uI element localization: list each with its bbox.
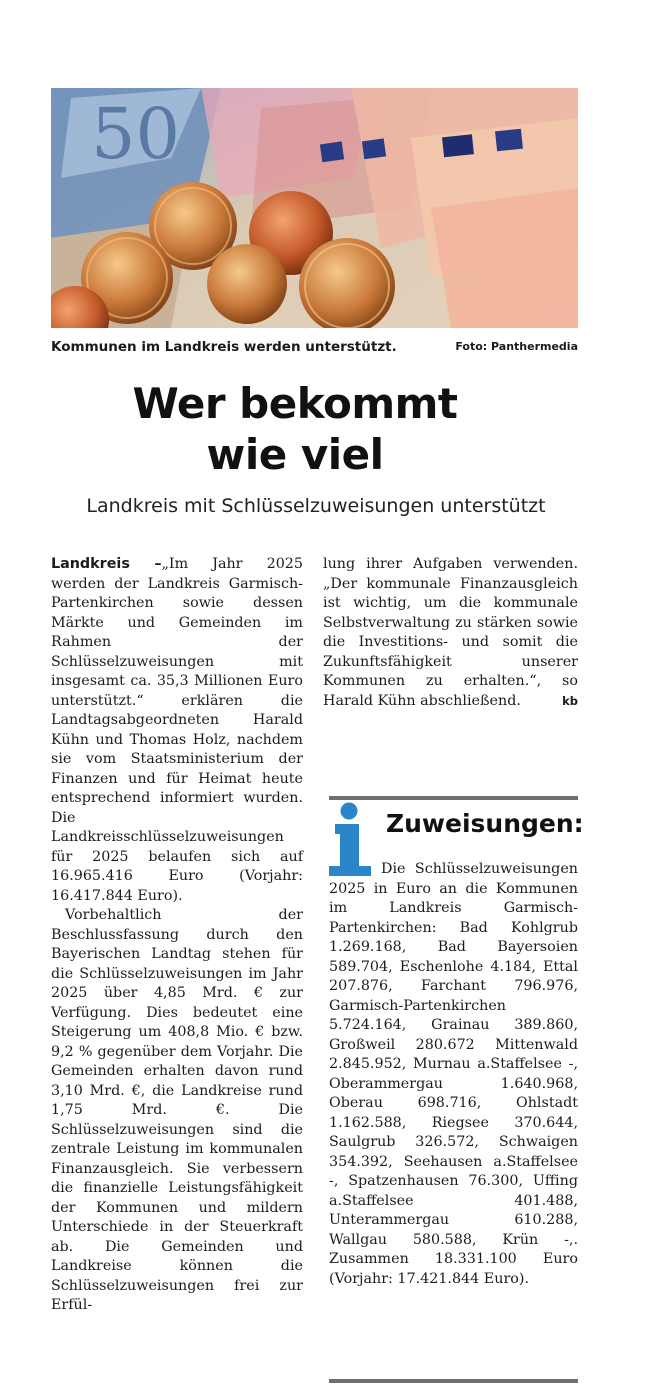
article-paragraph-2: Vorbehaltlich der Beschlussfassung durch den Bayerischen Landtag stehen für die Schlüsselzuweisungen im Jahr 2025 über 4,85 Mrd. € zur Verfügung. Dies bedeutet eine Steigerung um 408,8 Mio. € bzw. 9,2 % gegenüber dem Vorjahr. Die Gemeinden erhalten davon rund 3,10 Mrd. €, die Landkreise rund 1,75 Mrd. €. Die Schlüsselzuweisungen sind die zentrale Leistung im kommunalen Finanzausgleich. Sie verbessern die finanzielle Leistungsfähigkeit der Kommunen und mildern Unterschiede in der Steuerkraft ab. Die Gemeinden und Landkreise können die Schlüsselzuweisungen frei zur Erfül- xyxy=(51,907,303,1313)
caption-text: Kommunen im Landkreis werden unterstützt. xyxy=(51,339,397,355)
svg-text:50: 50 xyxy=(91,93,181,175)
headline-line-1: Wer bekommt xyxy=(132,379,458,428)
photo-caption xyxy=(51,339,578,357)
article-paragraph-1-text: „Im Jahr 2025 werden der Landkreis Garmisch-Partenkirchen sowie dessen Märkte und Gemeinden im Rahmen der Schlüsselzuweisungen mit insgesamt ca. 35,3 Millionen Euro unterstützt.“ erklären die Landtagsabgeordneten Harald Kühn und Thomas Holz, nachdem sie vom Staatsministerium der Finanzen und für Heimat heute entsprechend informiert wurden. Die Landkreisschlüsselzuweisungen für 2025 belaufen sich auf 16.965.416 Euro (Vorjahr: 16.417.844 Euro). xyxy=(51,556,303,904)
article-dateline: Landkreis – xyxy=(51,556,162,572)
info-box-top-rule xyxy=(329,796,578,800)
headline xyxy=(60,378,530,480)
info-box-body-text: Die Schlüsselzuweisungen 2025 in Euro an die Kommunen im Landkreis Garmisch-Partenkirchen: Bad Kohlgrub 1.269.168, Bad Bayersoien 589.704, Eschenlohe 4.184, Ettal 207.876, Farchant 796.976, Garmisch-Partenkirchen 5.724.164, Grainau 389.860, Großweil 280.672 Mittenwald 2.845.952, Murnau a.Staffelsee -, Oberammergau 1.640.968, Oberau 698.716, Ohlstadt 1.162.588, Riegsee 370.644, Saulgrub 326.572, Schwaigen 354.392, Seehausen a.Staffelsee -, Spatzenhausen 76.300, Uffing a.Staffelsee 401.488, Unterammergau 610.288, Wallgau 580.588, Krün -,. Zusammen 18.331.100 Euro (Vorjahr: 17.421.844 Euro). xyxy=(329,861,578,1287)
article-paragraph-2-continued-text: lung ihrer Aufgaben verwenden. „Der kommunale Finanzausgleich ist wichtig, um die kommunale Selbstverwaltung zu stärken sowie die Investitions- und somit die Zukunftsfähigkeit unserer Kommunen zu erhalten.“, so Harald Kühn abschließend. xyxy=(323,556,578,709)
info-box-body xyxy=(329,860,578,1289)
article-paragraph-1 xyxy=(51,555,303,906)
article-column-left xyxy=(51,555,303,1316)
info-box xyxy=(329,796,584,1383)
headline-line-2: wie viel xyxy=(206,430,384,479)
money-photo-illustration xyxy=(51,88,578,328)
info-box-title: Zuweisungen: xyxy=(386,809,584,838)
photo-credit: Foto: Panthermedia xyxy=(455,340,578,353)
article-column-right xyxy=(323,555,578,711)
article-photo xyxy=(51,88,578,328)
info-box-bottom-rule xyxy=(329,1379,578,1383)
subheadline: Landkreis mit Schlüsselzuweisungen unterstützt xyxy=(86,495,546,517)
author-initials: kb xyxy=(562,693,578,708)
article-paragraph-2-continued xyxy=(323,555,578,711)
